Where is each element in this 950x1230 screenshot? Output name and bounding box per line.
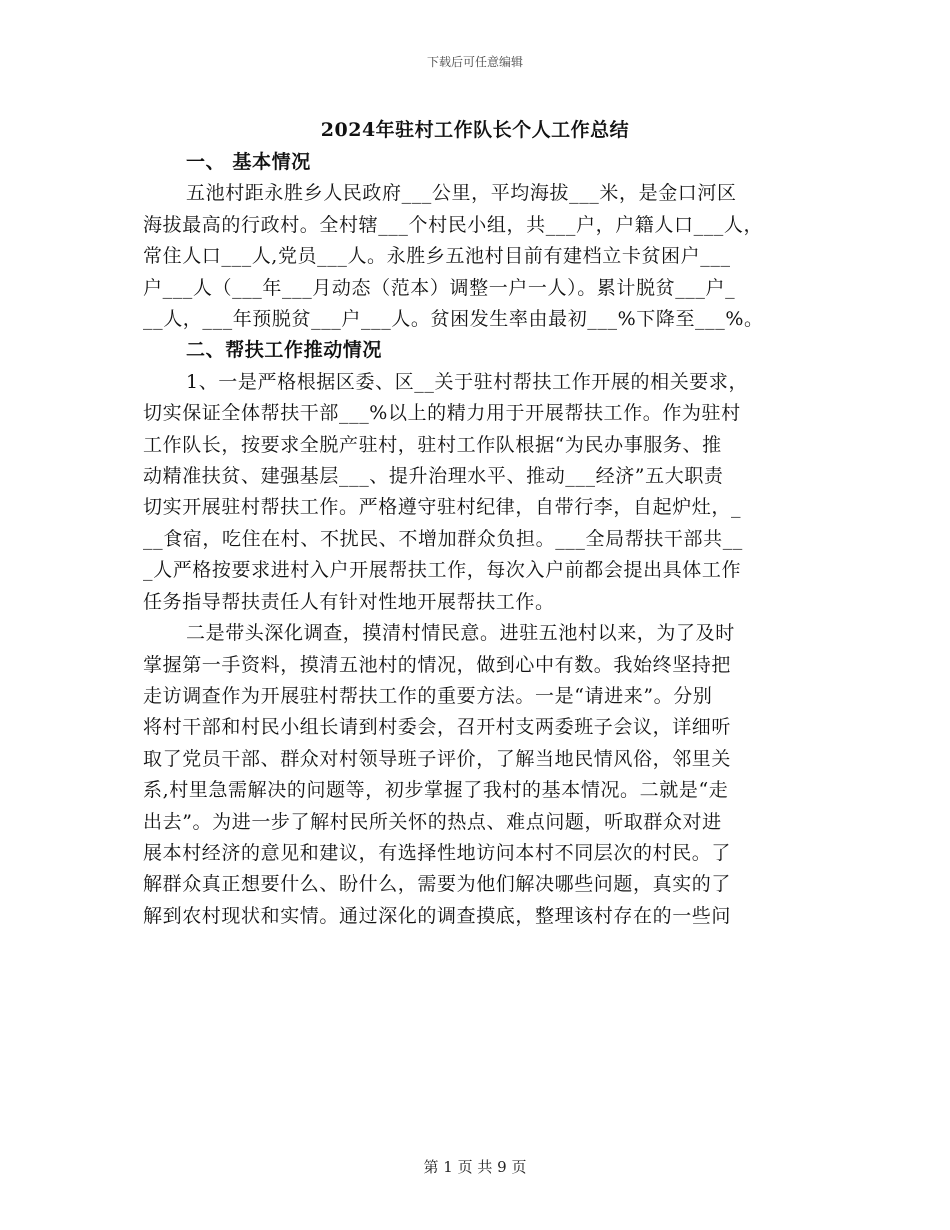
- paragraph: [143, 618, 809, 932]
- text-line: 展本村经济的意见和建议，有选择性地访问本村不同层次的村民。了: [143, 841, 732, 864]
- page-header-note: 下载后可任意编辑: [426, 55, 523, 69]
- text-line: 1、一是严格根据区委、区__关于驻村帮扶工作开展的相关要求，: [186, 370, 749, 393]
- text-line: 动精准扶贫、建强基层___、提升治理水平、推动___经济”五大职责: [143, 465, 724, 488]
- text-line: 解群众真正想要什么、盼什么，需要为他们解决哪些问题，真实的了: [143, 873, 732, 896]
- paragraph: [143, 367, 809, 618]
- text-line: 切实开展驻村帮扶工作。严格遵守驻村纪律，自带行李，自起炉灶，_: [143, 496, 742, 519]
- section-basic-info: [143, 147, 809, 335]
- text-line: 取了党员干部、群众对村领导班子评价，了解当地民情风俗，邻里关: [143, 747, 732, 770]
- text-line: 切实保证全体帮扶干部___%以上的精力用于开展帮扶工作。作为驻村: [143, 402, 741, 425]
- text-line: 系,村里急需解决的问题等，初步掌握了我村的基本情况。二就是“走: [143, 779, 729, 802]
- text-line: 解到农村现状和实情。通过深化的调查摸底，整理该村存在的一些问: [143, 904, 732, 927]
- paragraph: [143, 178, 809, 335]
- document-body: [143, 147, 809, 932]
- text-line: 海拔最高的行政村。全村辖___个村民小组，共___户，户籍人口___人，: [143, 213, 764, 236]
- text-line: 工作队长，按要求全脱产驻村，驻村工作队根据“为民办事服务、推: [143, 433, 722, 456]
- section-heading: 二、帮扶工作推动情况: [186, 339, 383, 362]
- text-line: 走访调查作为开展驻村帮扶工作的重要方法。一是“请进来”。分别: [143, 684, 713, 707]
- text-line: 掌握第一手资料，摸清五池村的情况，做到心中有数。我始终坚持把: [143, 653, 732, 676]
- text-line: 出去”。为进一步了解村民所关怀的热点、难点问题，听取群众对进: [143, 810, 722, 833]
- text-line: 任务指导帮扶责任人有针对性地开展帮扶工作。: [143, 590, 555, 613]
- text-line: __人，___年预脱贫___户___人。贫困发生率由最初___%下降至___%。: [143, 308, 764, 331]
- text-line: __食宿，吃住在村、不扰民、不增加群众负担。___全局帮扶干部共__: [143, 527, 743, 550]
- text-line: 二是带头深化调查，摸清村情民意。进驻五池村以来，为了及时: [186, 622, 735, 645]
- document-title: 2024年驻村工作队长个人工作总结: [320, 119, 630, 141]
- text-line: 常住人口___人,党员___人。永胜乡五池村目前有建档立卡贫困户___: [143, 245, 731, 268]
- text-line: 户___人（___年___月动态（范本）调整一户一人）。累计脱贫___户_: [143, 276, 736, 299]
- section-heading: 一、 基本情况: [186, 151, 311, 173]
- section-assistance-work: [143, 335, 809, 932]
- text-line: _人严格按要求进村入户开展帮扶工作，每次入户前都会提出具体工作: [143, 559, 742, 582]
- text-line: 将村干部和村民小组长请到村委会，召开村支两委班子会议，详细听: [143, 716, 732, 739]
- text-line: 五池村距永胜乡人民政府___公里，平均海拔___米，是金口河区: [186, 182, 737, 205]
- page-number: 第 1 页 共 9 页: [423, 1158, 527, 1176]
